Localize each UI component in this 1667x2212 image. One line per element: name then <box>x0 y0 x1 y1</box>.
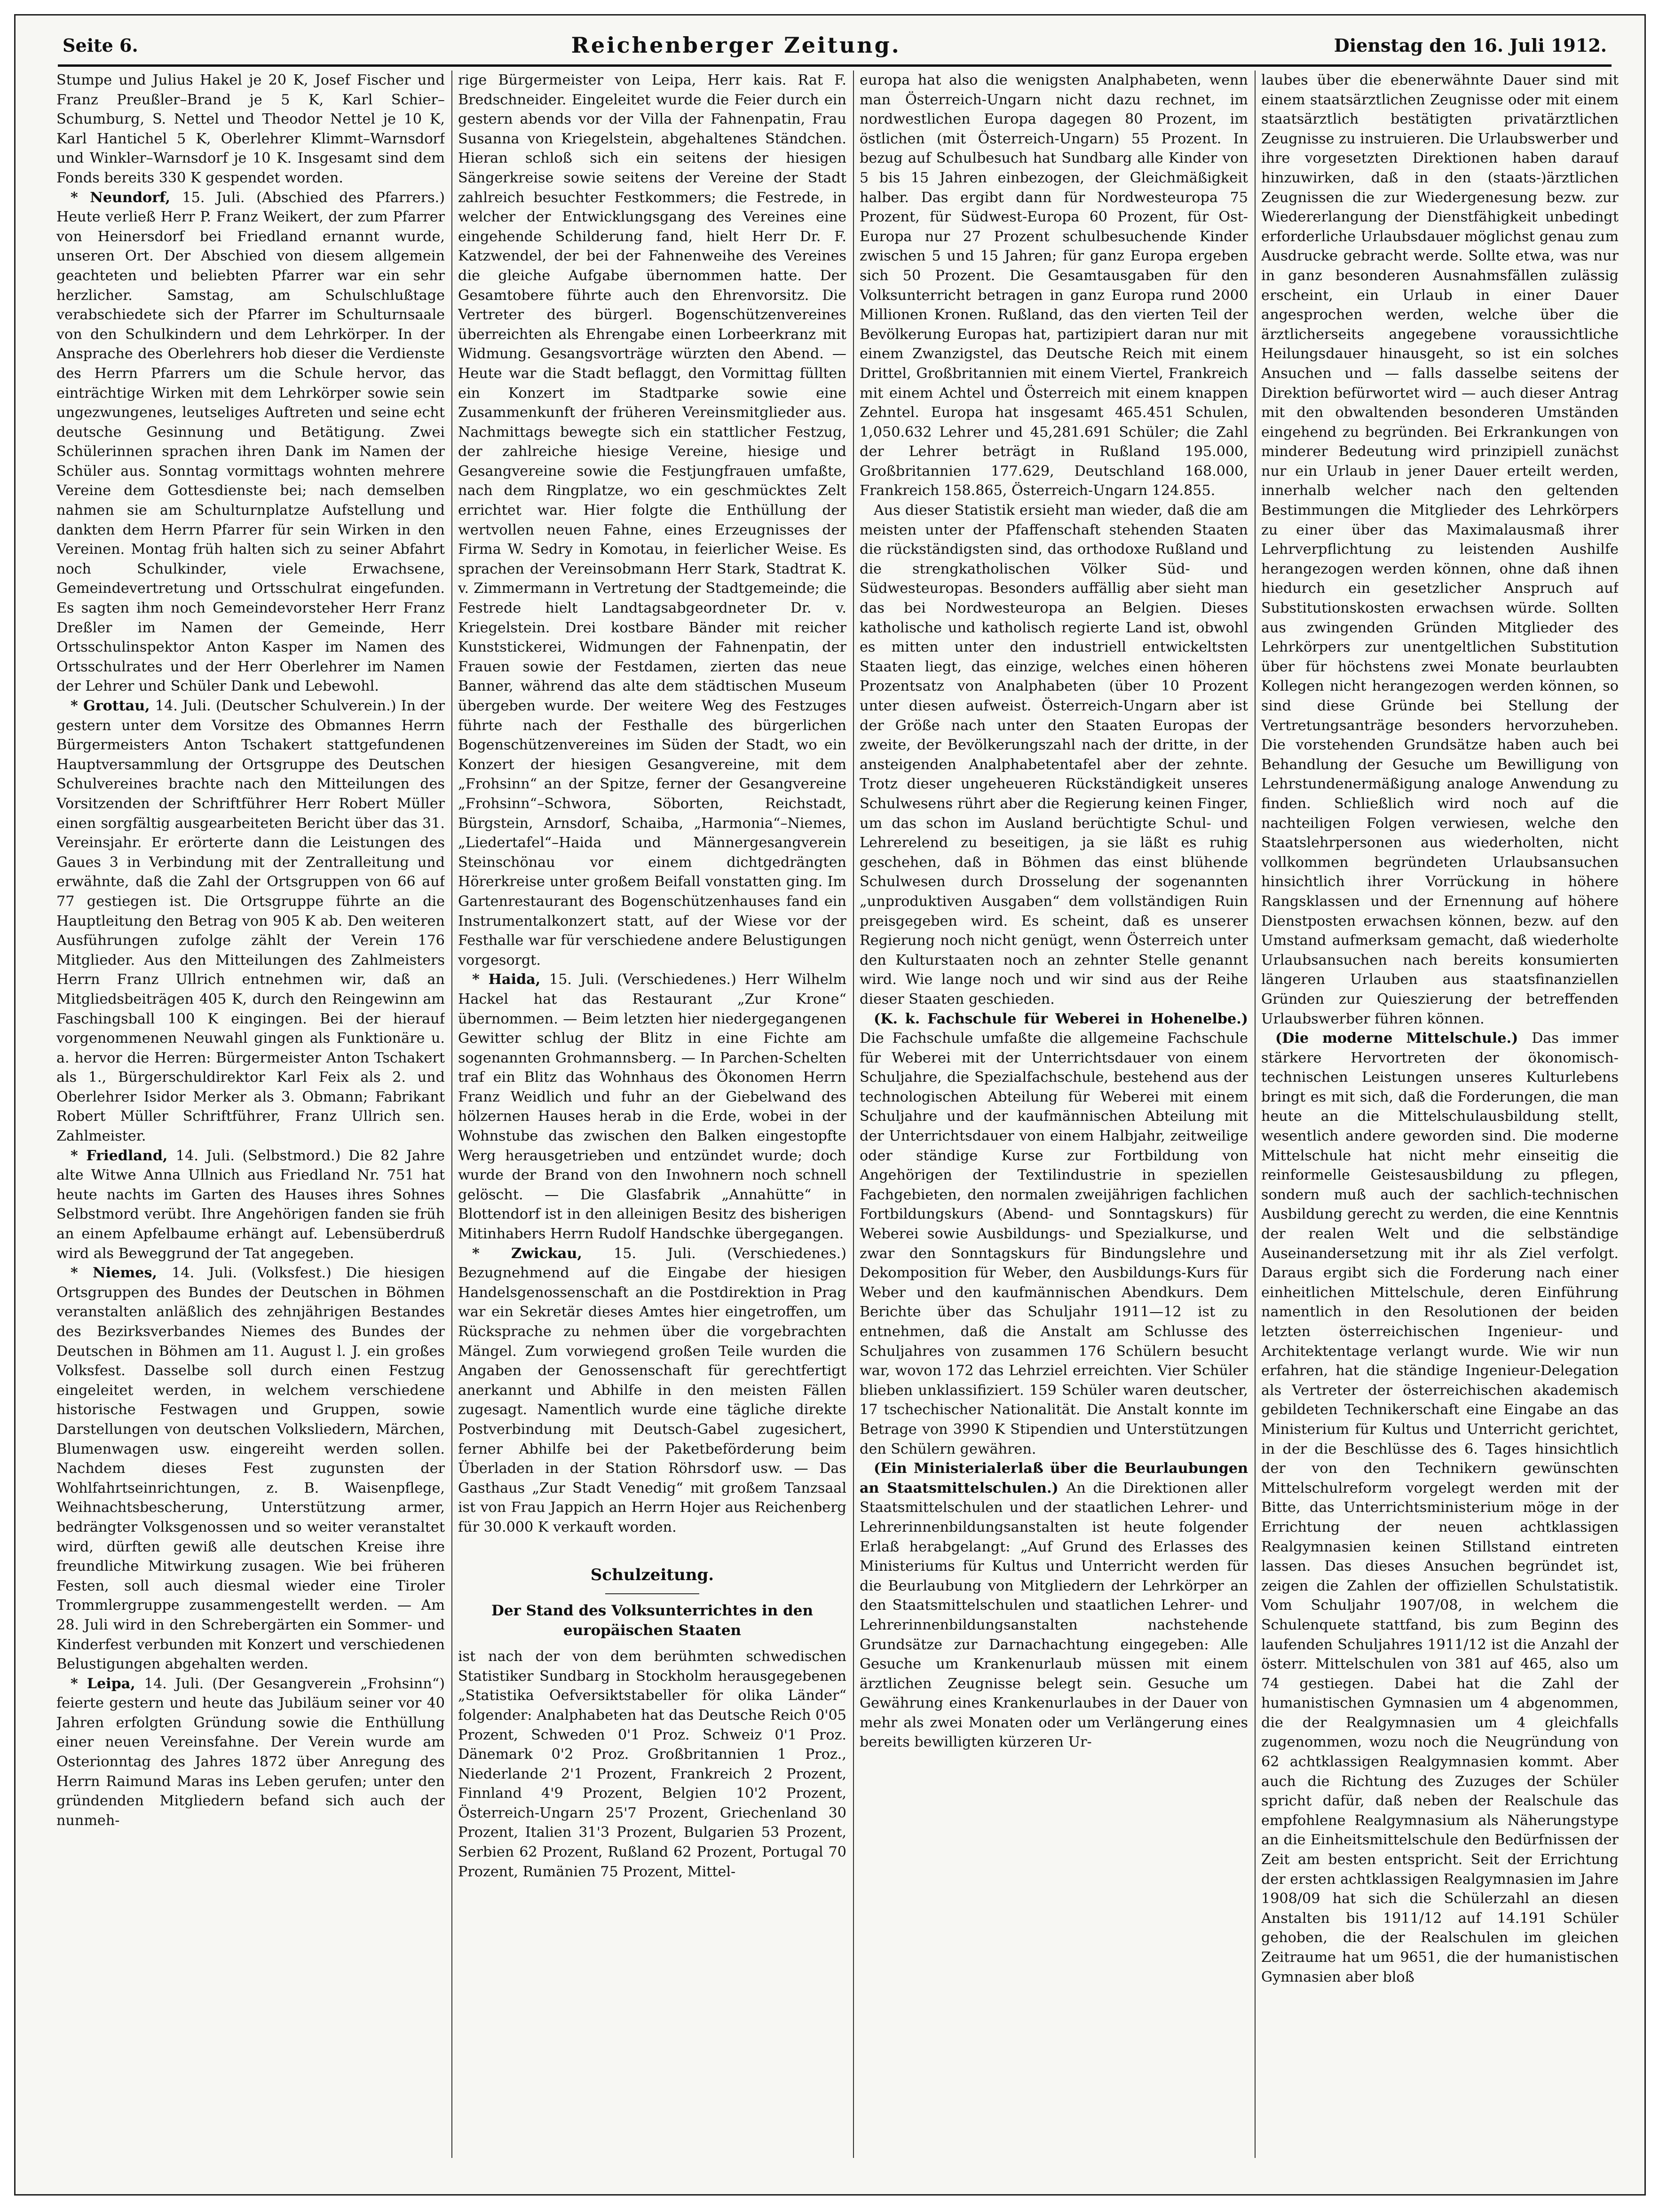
article-lead: * Zwickau, <box>472 1245 614 1262</box>
article-text: europa hat also die wenigsten Analphabeten, wenn man Österreich-Ungarn nicht dazu rechnet, im nordwestlichen Europa dagegen 80 Prozent, im östlichen (mit Österreich-Ungarn) 55 Prozent. In bezug auf Schulbesuch hat Sundbarg alle Kinder von 5 bis 15 Jahren einbezogen, der Gleichmäßigkeit halber. Das ergibt dann für Nordwesteuropa 75 Prozent, für Südwest-Europa 60 Prozent, für Ost-Europa nur 27 Prozent schulbesuchende Kinder zwischen 5 und 15 Jahren; für ganz Europa ergeben sich 50 Prozent. Die Gesamtausgaben für den Volksunterricht betragen in ganz Europa rund 2000 Millionen Kronen. Rußland, das den vierten Teil der Bevölkerung Europas hat, partizipiert daran nur mit einem Zwanzigstel, das Deutsche Reich mit einem Drittel, Großbritannien mit einem Viertel, Frankreich mit einem Achtel und Österreich mit einem knappen Zehntel. Europa hat insgesamt 465.451 Schulen, 1,050.632 Lehrer und 45,281.691 Schüler; die Zahl der Lehrer beträgt in Rußland 195.000, Großbritannien 177.629, Deutschland 168.000, Frankreich 158.865, Österreich-Ungarn 124.855. <box>860 72 1248 499</box>
page-header <box>63 29 1607 62</box>
column-divider <box>1255 71 1256 2158</box>
article-paragraph <box>860 501 1248 1009</box>
article-lead: * Neundorf, <box>71 189 182 206</box>
article-text: Stumpe und Julius Hakel je 20 K, Josef Fischer und Franz Preußler–Brand je 5 K, Karl Schier–Schumburg, S. Nettel und Theodor Nettel je 10 K, Karl Hantichel 5 K, Oberlehrer Klimmt–Warnsdorf und Winkler–Warnsdorf je 10 K. Insgesamt sind dem Fonds bereits 330 K gespendet worden. <box>56 72 445 186</box>
article-lead: * Friedland, <box>71 1147 176 1164</box>
article-text: Die Fachschule umfaßte die allgemeine Fachschule für Weberei mit der Unterrichtsdauer von einem Schuljahre, die Spezialfachschule, bestehend aus der technologischen Abteilung für Weberei mit einem Schuljahre und der kaufmännischen Abteilung mit der Unterrichtsdauer von einem Halbjahr, zeitweilige oder ständige Kurse zur Fortbildung von Angehörigen der Textilindustrie in speziellen Fachgebieten, den normalen zweijährigen fachlichen Fortbildungskurs (Abend- und Sonntagskurs) für Weberei sowie Ausbildungs- und Spezialkurse, und zwar den Sonntagskurs für Bindungslehre und Dekomposition für Weber, den Ausbildungs-Kurs für Weber und den kaufmännischen Abendkurs. Dem Berichte über das Schuljahr 1911—12 ist zu entnehmen, daß die Anstalt am Schlusse des Schuljahres von zusammen 176 Schülern besucht war, wovon 172 das Lehrziel erreichten. Vier Schüler blieben unklassifiziert. 159 Schüler waren deutscher, 17 tschechischer Nationalität. Die Anstalt konnte im Betrage von 3990 K Stipendien und Unterstützungen den Schülern gewähren. <box>860 1030 1248 1457</box>
article-text: An die Direktionen aller Staatsmittelschulen und der staatlichen Lehrer- und Lehrerinnenbildungsanstalten ist heute folgender Erlaß herabgelangt: „Auf Grund des Erlasses des Ministeriums für Kultus und Unterricht werden für die Beurlaubung von Mitgliedern der Lehrkörper an den Staatsmittelschulen und staatlichen Lehrer- und Lehrerinnenbildungsanstalten nachstehende Grundsätze zur Darnachachtung eingegeben: Alle Gesuche um Krankenurlaub müssen mit einem ärztlichen Zeugnisse belegt sein. Gesuche um Gewährung eines Krankenurlaubes in der Dauer von mehr als zwei Monaten oder um Verlängerung eines bereits bewilligten kürzeren Ur- <box>860 1480 1248 1751</box>
section-title: Schulzeitung. <box>590 1565 714 1584</box>
article-lead: (K. k. Fachschule für Weberei in Hohenelbe.) <box>874 1010 1248 1027</box>
column-3 <box>860 71 1248 2158</box>
issue-date: Dienstag den 16. Juli 1912. <box>1334 34 1607 56</box>
article-paragraph <box>56 1263 445 1674</box>
article-paragraph <box>1261 71 1619 1029</box>
header-rule <box>58 64 1612 67</box>
article-paragraph: ist nach der von dem berühmten schwedischen Statistiker Sundbarg in Stockholm herausgegebenen „Statistika Oefversiktstabeller för olika Länder“ folgender: Analphabeten hat das Deutsche Reich 0'05 Prozent, Schweden 0'1 Proz. Schweiz 0'1 Proz. Dänemark 0'2 Proz. Großbritannien 1 Proz., Niederlande 2'1 Prozent, Frankreich 2 Prozent, Finnland 4'9 Prozent, Belgien 10'2 Prozent, Österreich-Ungarn 25'7 Prozent, Griechenland 30 Prozent, Italien 31'3 Prozent, Bulgarien 53 Prozent, Serbien 62 Prozent, Rußland 62 Prozent, Portugal 70 Prozent, Rumänien 75 Prozent, Mittel- <box>458 1648 846 1880</box>
article-paragraph <box>1261 1029 1619 1987</box>
article-text: 14. Juli. (Volksfest.) Die hiesigen Ortsgruppen des Bundes der Deutschen in Böhmen veranstalten anläßlich des zehnjährigen Bestandes des Bezirksverbandes Niemes des Bundes der Deutschen in Böhmen am 11. August l. J. ein großes Volksfest. Dasselbe soll durch einen Festzug eingeleitet werden, in welchem verschiedene historische Festwagen und Gruppen, sowie Darstellungen von deutschen Volksliedern, Märchen, Blumenwagen usw. eingereiht werden sollen. Nachdem dieses Fest zugunsten der Wohlfahrtseinrichtungen, z. B. Waisenpflege, Weihnachtsbescherung, Unterstützung armer, bedrängter Volksgenossen und so weiter veranstaltet wird, dürften gewiß alle deutschen Kreise ihre freundliche Mitwirkung zusagen. Wie bei früheren Festen, soll auch diesmal wieder eine Tiroler Trommlergruppe zusammengestellt werden. — Am 28. Juli wird in den Schrebergärten ein Sommer- und Kinderfest verbunden mit Konzert und verschiedenen Belustigungen abgehalten werden. <box>56 1265 445 1673</box>
column-1 <box>56 71 445 2158</box>
article-paragraph <box>860 1459 1248 1752</box>
article-paragraph <box>56 71 445 188</box>
article-text: 15. Juli. (Verschiedenes.) Herr Wilhelm Hackel hat das Restaurant „Zur Krone“ übernommen. — Beim letzten hier niedergegangenen Gewitter schlug der Blitz in eine Fichte am sogenannten Grohmannsberg. — In Parchen-Schelten traf ein Blitz das Wohnhaus des Ökonomen Herrn Franz Weidlich und fuhr an der Giebelwand des hölzernen Hauses herab in die Erde, wobei in der Wohnstube das zwischen den Balken eingestopfte Werg herausgetrieben und entzündet wurde; doch wurde der Brand von den Inwohnern noch schnell gelöscht. — Die Glasfabrik „Annahütte“ in Blottendorf ist in den alleinigen Besitz des bisherigen Mitinhabers Herrn Rudolf Handschke übergegangen. <box>458 971 846 1243</box>
columns <box>56 71 1618 2158</box>
article-paragraph <box>860 1009 1248 1459</box>
article-text: Aus dieser Statistik ersieht man wieder, daß die am meisten unter der Pfaffenschaft stehenden Staaten die rückständigsten sind, das orthodoxe Rußland und die strengkatholischen Völker Süd- und Südwesteuropas. Besonders auffällig aber sieht man das bei Nordwesteuropa an Belgien. Dieses katholische und katholisch regierte Land ist, obwohl es mitten unter den industriell entwickeltsten Staaten liegt, das einzige, welches einen höheren Prozentsatz von Analphabeten (über 10 Prozent unter diesen aufweist. Österreich-Ungarn aber ist der Größe nach unter den Staaten Europas der zweite, der Bevölkerungszahl nach der dritte, in der ansteigenden Analphabetentafel aber der zehnte. Trotz dieser ungeheueren Rückständigkeit unseres Schulwesens rührt aber die Regierung keinen Finger, um das schon im Ausland berüchtigte Schul- und Lehrerelend zu beseitigen, ja sie läßt es ruhig geschehen, daß in Böhmen das einst blühende Schulwesen durch Drosselung der sogenannten „unproduktiven Ausgaben“ dem vollständigen Ruin preisgegeben wird. Es scheint, daß es unserer Regierung noch nicht genügt, wenn Österreich unter den Kulturstaaten noch an zehnter Stelle genannt wird. Wie lange noch und wir sind aus der Reihe dieser Staaten geschieden. <box>860 502 1248 1008</box>
article-text: laubes über die ebenerwähnte Dauer sind mit einem staatsärztlichen Zeugnisse oder mit einem staatsärztlich bestätigten privatärztlichen Zeugnisse zu instruieren. Die Urlaubswerber und ihre vorgesetzten Direktionen haben darauf hinzuwirken, daß in den (staats-)ärztlichen Zeugnissen die zur Wiedergenesung bezw. zur Wiedererlangung der Dienstfähigkeit unbedingt erforderliche Urlaubsdauer möglichst genau zum Ausdrucke gebracht werde. Sollte etwa, was nur in ganz besonderen Ausnahmsfällen zulässig erscheint, ein Urlaub in einer Dauer angesprochen werden, welche über die ärztlicherseits angegebene voraussichtliche Heilungsdauer hinausgeht, so ist ein solches Ansuchen und — falls dasselbe seitens der Direktion befürwortet wird — auch dieser Antrag mit den obwaltenden besonderen Umständen eingehend zu begründen. Bei Erkrankungen von minderer Bedeutung wird prinzipiell zunächst nur ein Urlaub in jener Dauer erteilt werden, innerhalb welcher nach den geltenden Bestimmungen die Mitglieder des Lehrkörpers zu einer über das Maximalausmaß ihrer Lehrverpflichtung zu leistenden Aushilfe herangezogen werden können, ohne daß ihnen hiedurch ein gesetzlicher Anspruch auf Substitutionskosten erwachsen würde. Sollten aus zwingenden Gründen Mitglieder des Lehrkörpers zur unentgeltlichen Substitution über für höchstens zwei Monate beurlaubten Kollegen nicht herangezogen werden können, so sind diese Gründe bei Stellung der Vertretungsanträge besonders hervorzuheben. Die vorstehenden Grundsätze haben auch bei Behandlung der Gesuche um Bewilligung von Lehrstundenermäßigung analoge Anwendung zu finden. Schließlich wird noch auf die nachteiligen Folgen verwiesen, welche den Staatslehrpersonen aus wiederholten, nicht vollkommen begründeten Urlaubsansuchen hinsichtlich ihrer Vorrückung in höhere Rangsklassen und der Ernennung auf höhere Dienstposten erwachsen können, bezw. auf den Umstand aufmerksam gemacht, daß wiederholte Urlaubsansuchen nach bereits konsumierten längeren Urlauben aus staatsfinanziellen Gründen zur Quieszierung der betreffenden Urlaubswerber führen können. <box>1261 72 1619 1027</box>
article-text: rige Bürgermeister von Leipa, Herr kais. Rat F. Bredschneider. Eingeleitet wurde die Feier durch ein gestern abends vor der Villa der Fahnenpatin, Frau Susanna von Kriegelstein, abgehaltenes Ständchen. Hieran schloß sich ein seitens der hiesigen Sängerkreise sowie seitens der Vereine der Stadt zahlreich besuchter Festkommers; die Festrede, in welcher der Entwicklungsgang des Vereines eine eingehende Schilderung fand, hielt Herr Dr. F. Katzwendel, der bei der Fahnenweihe des Vereines die gleiche Aufgabe übernommen hatte. Der Gesamtobere führte auch den Ehrenvorsitz. Die Vertreter des bürgerl. Bogenschützenvereines überreichten als Ehrengabe einen Lorbeerkranz mit Widmung. Gesangsvorträge würzten den Abend. — Heute war die Stadt beflaggt, den Vormittag füllten ein Konzert im Stadtparke sowie eine Zusammenkunft der früheren Vereinsmitglieder aus. Nachmittags bewegte sich ein stattlicher Festzug, der zahlreiche hiesige Vereine, hiesige und Gesangvereine sowie die Festjungfrauen umfaßte, nach dem Ringplatze, wo ein geschmücktes Zelt errichtet war. Hier folgte die Enthüllung der wertvollen neuen Fahne, eines Erzeugnisses der Firma W. Sedry in Komotau, in feierlicher Weise. Es sprachen der Vereinsobmann Herr Stark, Stadtrat K. v. Zimmermann in Vertretung der Stadtgemeinde; die Festrede hielt Landtagsabgeordneter Dr. v. Kriegelstein. Drei kostbare Bänder mit reicher Kunststickerei, Widmungen der Fahnenpatin, der Frauen sowie der Festdamen, zierten das neue Banner, während das alte dem städtischen Museum übergeben wurde. Der weitere Weg des Festzuges führte nach der Festhalle des bürgerlichen Bogenschützenvereines im Süden der Stadt, wo ein Konzert der hiesigen Gesangvereine, mit dem „Frohsinn“ an der Spitze, ferner der Gesangvereine „Frohsinn“–Schwora, Söborten, Reichstadt, Bürgstein, Arnsdorf, Schaiba, „Harmonia“–Niemes, „Liedertafel“–Haida und Männergesangverein Steinschönau vor einem dichtgedrängten Hörerkreise unter großem Beifall vonstatten ging. Im Gartenrestaurant des Bogenschützenhauses fand ein Instrumentalkonzert statt, auf der Wiese vor der Festhalle war für verschiedene andere Belustigungen vorgesorgt. <box>458 72 846 968</box>
article-lead: (Ein Ministerialerlaß über die Beurlaubungen an Staatsmittelschulen.) <box>860 1460 1248 1496</box>
article-paragraph <box>56 188 445 696</box>
section-rule <box>605 1593 699 1594</box>
article-paragraph <box>458 970 846 1244</box>
page-number: Seite 6. <box>63 34 138 56</box>
article-lead: * Grottau, <box>71 698 155 714</box>
article-paragraph <box>458 71 846 970</box>
newspaper-title: Reichenberger Zeitung. <box>571 32 901 58</box>
article-paragraph <box>458 1244 846 1537</box>
article-text: 14. Juli. (Deutscher Schulverein.) In der gestern unter dem Vorsitze des Obmannes Herrn Bürgermeisters Anton Tschakert stattgefundenen Hauptversammlung der Ortsgruppe des Deutschen Schulvereines brachte nach den Mitteilungen des Vorsitzenden der Schriftführer Herr Robert Müller einen sorgfältig ausgearbeiteten Bericht über das 31. Vereinsjahr. Er erörterte dann die Leistungen des Gaues 3 in Verbindung mit der Zentralleitung und erwähnte, daß die Zahl der Ortsgruppen von 66 auf 77 gestiegen ist. Die Ortsgruppe führte an die Hauptleitung den Betrag von 905 K ab. Den weiteren Ausführungen zufolge zählt der Verein 176 Mitglieder. Aus den Mitteilungen des Zahlmeisters Herrn Franz Ullrich entnehmen wir, daß an Mitgliedsbeiträgen 405 K, durch den Reingewinn am Faschingsball 100 K eingingen. Bei der hierauf vorgenommenen Neuwahl gingen als Funktionäre u. a. hervor die Herren: Bürgermeister Anton Tschakert als 1., Bürgerschuldirektor Karl Feix als 2. und Oberlehrer Isidor Merker als 3. Obmann; Fabrikant Robert Müller Schriftführer, Franz Ullrich sen. Zahlmeister. <box>56 698 445 1145</box>
article-text: 14. Juli. (Selbstmord.) Die 82 Jahre alte Witwe Anna Ullnich aus Friedland Nr. 751 hat heute nachts im Garten des Hauses ihres Sohnes Selbstmord verübt. Ihre Angehörigen fanden sie früh an einem Apfelbaume erhängt auf. Lebensüberdruß wird als Beweggrund der Tat angegeben. <box>56 1147 445 1262</box>
article-text: 14. Juli. (Der Gesangverein „Frohsinn“) feierte gestern und heute das Jubiläum seiner vor 40 Jahren erfolgten Gründung sowie die Enthüllung einer neuen Vereinsfahne. Der Verein wurde am Osterionntag des Jahres 1872 über Anregung des Herrn Raimund Maras ins Leben gerufen; unter den gründenden Mitgliedern befand sich auch der nunmeh- <box>56 1675 445 1829</box>
column-divider <box>451 71 452 2158</box>
article-paragraph <box>56 1146 445 1264</box>
column-2 <box>458 71 846 2158</box>
article-lead: * Leipa, <box>71 1675 144 1692</box>
article-text: Das immer stärkere Hervortreten der ökonomisch-technischen Leistungen unseres Kulturlebens bringt es mit sich, daß die Forderungen, die man heute an die Mittelschulausbildung stellt, wesentlich andere geworden sind. Die moderne Mittelschule hat nicht mehr einseitig die reinformelle Geistesausbildung zu pflegen, sondern muß auch der sachlich-technischen Ausbildung gerecht zu werden, die eine Kenntnis der realen Welt und die selbständige Auseinandersetzung mit ihr als Ziel verfolgt. Daraus ergibt sich die Forderung nach einer einheitlichen Mittelschule, deren Einführung namentlich in den Resolutionen der beiden letzten österreichischen Ingenieur- und Architektentage verlangt wurde. Wie wir nun erfahren, hat die ständige Ingenieur-Delegation als Vertreter der österreichischen akademisch gebildeten Technikerschaft eine Eingabe an das Ministerium für Kultus und Unterricht gerichtet, in der die Beschlüsse des 6. Tages hinsichtlich der von den Technikern gewünschten Mittelschulreform vorgelegt werden mit der Bitte, das Unterrichtsministerium möge in der Errichtung der neuen achtklassigen Realgymnasien keinen Stillstand eintreten lassen. Das dieses Ansuchen begründet ist, zeigen die Zahlen der offiziellen Schulstatistik. Vom Schuljahr 1907/08, in welchem die Schulenquete stattfand, bis zum Beginn des laufenden Schuljahres 1911/12 ist die Anzahl der österr. Mittelschulen von 381 auf 465, also um 74 gestiegen. Dabei hat die Zahl der humanistischen Gymnasien um 4 abgenommen, die der Realgymnasien um 4 gleichfalls zugenommen, wozu noch die Neugründung von 62 achtklassigen Realgymnasien kommt. Aber auch die Richtung des Zuzuges der Schüler spricht dafür, daß neben der Realschule das empfohlene Realgymnasium als Näherungstype an die Einheitsmittelschule den Bedürfnissen der Zeit am besten entspricht. Seit der Errichtung der ersten achtklassigen Realgymnasien im Jahre 1908/09 hat sich die Schülerzahl an diesen Anstalten bis 1911/12 auf 14.191 Schüler gehoben, die der Realschulen im gleichen Zeitraume hat um 9651, die der humanistischen Gymnasien aber bloß <box>1261 1030 1619 1985</box>
article-text: 15. Juli. (Abschied des Pfarrers.) Heute verließ Herr P. Franz Weikert, der zum Pfarrer von Heinersdorf bei Friedland ernannt wurde, unseren Ort. Der Abschied von diesem allgemein geachteten und beliebten Pfarrer war ein sehr herzlicher. Samstag, am Schulschlußtage verabschiedete sich der Pfarrer im Schulturnsaale von den Schulkindern und dem Lehrkörper. In der Ansprache des Oberlehrers hob dieser die Verdienste des Herrn Pfarrers um die Schule hervor, das einträchtige Wirken mit dem Lehrkörper sowie sein ungezwungenes, leutseliges Auftreten und seine echt deutsche Gesinnung und Betätigung. Zwei Schülerinnen sprachen ihren Dank im Namen der Schüler aus. Sonntag vormittags wohnten mehrere Vereine dem Gottesdienste bei; nach demselben nahmen sie am Schulturnplatze Aufstellung und dankten dem Herrn Pfarrer für sein Wirken in den Vereinen. Montag früh halten sich zu seiner Abfahrt noch Schulkinder, viele Erwachsene, Gemeindevertretung und Ortsschulrat eingefunden. Es sagten ihm noch Gemeindevorsteher Herr Franz Dreßler im Namen der Gemeinde, Herr Ortsschulinspektor Anton Kasper im Namen des Ortsschulrates und der Herr Oberlehrer im Namen der Lehrer und Schüler Dank und Lebewohl. <box>56 189 445 695</box>
article-paragraph <box>860 71 1248 501</box>
article-title: Der Stand des Volksunterrichtes in den europäischen Staaten <box>491 1602 814 1639</box>
article-paragraph <box>56 696 445 1146</box>
article-lead: * Haida, <box>472 971 549 988</box>
column-divider <box>853 71 854 2158</box>
article-paragraph <box>56 1674 445 1831</box>
article-text: 15. Juli. (Verschiedenes.) Bezugnehmend auf die Eingabe der hiesigen Handelsgenossenschaft an die Postdirektion in Prag war ein Sekretär dieses Amtes hier eingetroffen, um Rücksprache zu nehmen über die vorgebrachten Mängel. Zum vorwiegend großen Teile wurden die Angaben der Genossenschaft für gerechtfertigt anerkannt und Abhilfe in den meisten Fällen zugesagt. Namentlich wurde eine tägliche direkte Postverbindung mit Deutsch-Gabel zugesichert, ferner Abhilfe bei der Paketbeförderung beim Überladen in der Station Röhrsdorf usw. — Das Gasthaus „Zur Stadt Venedig“ mit großem Tanzsaal ist von Frau Jappich an Herrn Hojer aus Reichenberg für 30.000 K verkauft worden. <box>458 1245 846 1535</box>
article-lead: (Die moderne Mittelschule.) <box>1275 1030 1532 1047</box>
column-4 <box>1261 71 1619 2158</box>
article-lead: * Niemes, <box>71 1265 172 1282</box>
